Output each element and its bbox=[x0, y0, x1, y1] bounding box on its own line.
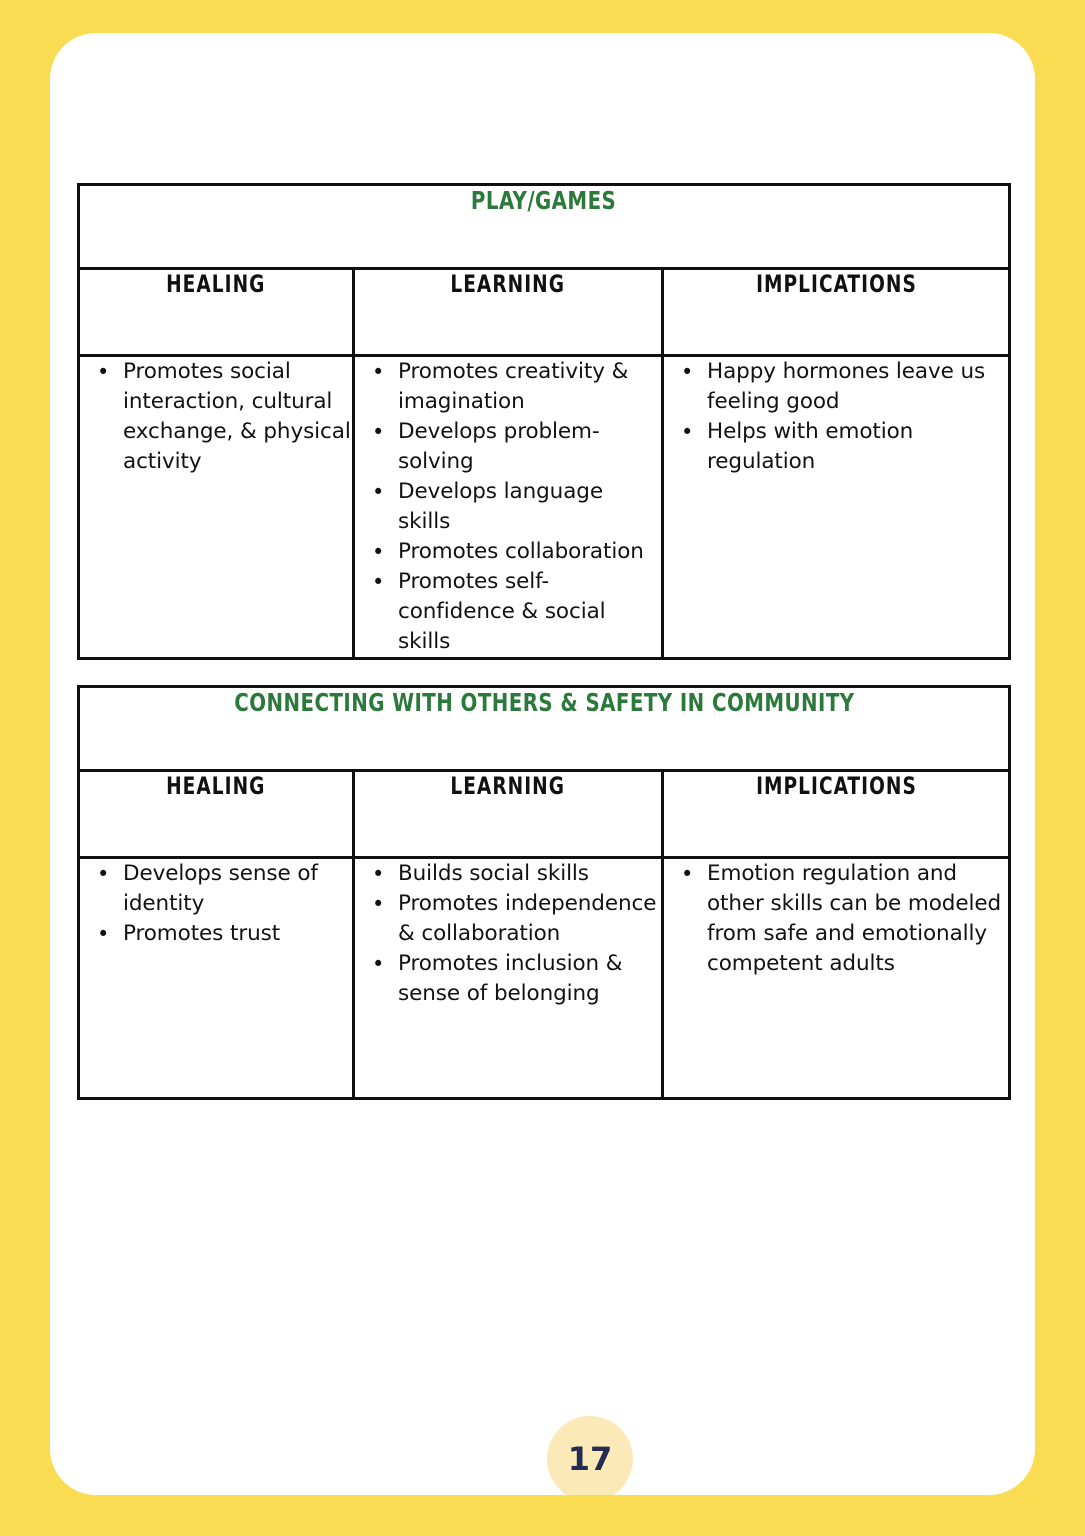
list-item: • Helps with emotion regulation bbox=[664, 417, 1008, 477]
column-header-implications bbox=[663, 269, 1010, 356]
table-header-row bbox=[79, 771, 1010, 858]
list-item: • Promotes inclusion & sense of belonging bbox=[355, 949, 661, 1009]
table-connecting-with-others bbox=[77, 685, 1011, 1100]
table-title-row bbox=[79, 185, 1010, 269]
page-number-badge bbox=[547, 1416, 633, 1495]
table-title-cell bbox=[79, 185, 1010, 269]
table-header-row bbox=[79, 269, 1010, 356]
bullet-list-learning bbox=[355, 357, 661, 657]
column-header-healing-label: HEALING bbox=[166, 270, 266, 298]
list-item: • Promotes collaboration bbox=[355, 537, 661, 567]
table-title-text: CONNECTING WITH OTHERS & SAFETY IN COMMUNITY bbox=[233, 688, 855, 717]
table-title-row bbox=[79, 687, 1010, 771]
bullet-list-implications bbox=[664, 859, 1008, 979]
page-number-text: 17 bbox=[567, 1440, 613, 1478]
column-header-implications-label: IMPLICATIONS bbox=[755, 772, 917, 800]
cell-learning bbox=[354, 858, 663, 1099]
column-header-learning bbox=[354, 269, 663, 356]
column-header-implications-label: IMPLICATIONS bbox=[755, 270, 917, 298]
list-item: • Promotes trust bbox=[80, 919, 352, 949]
list-item: • Develops language skills bbox=[355, 477, 661, 537]
bullet-list-healing bbox=[80, 859, 352, 949]
cell-implications bbox=[663, 858, 1010, 1099]
tables-container bbox=[77, 183, 1008, 1100]
list-item: • Promotes creativity & imagination bbox=[355, 357, 661, 417]
list-item: • Develops sense of identity bbox=[80, 859, 352, 919]
table-title-cell bbox=[79, 687, 1010, 771]
worksheet-page-card bbox=[50, 33, 1035, 1495]
cell-healing bbox=[79, 858, 354, 1099]
bullet-list-learning bbox=[355, 859, 661, 1009]
column-header-healing-label: HEALING bbox=[166, 772, 266, 800]
list-item: • Develops problem-solving bbox=[355, 417, 661, 477]
table-body-row bbox=[79, 356, 1010, 659]
table-body-row bbox=[79, 858, 1010, 1099]
bullet-list-implications bbox=[664, 357, 1008, 477]
table-title-text: PLAY/GAMES bbox=[471, 186, 617, 215]
bullet-list-healing bbox=[80, 357, 352, 477]
list-item: • Promotes self-confidence & social skills bbox=[355, 567, 661, 657]
list-item: • Happy hormones leave us feeling good bbox=[664, 357, 1008, 417]
table-gap-divider bbox=[77, 660, 1008, 685]
cell-learning bbox=[354, 356, 663, 659]
column-header-learning-label: LEARNING bbox=[450, 772, 566, 800]
column-header-learning-label: LEARNING bbox=[450, 270, 566, 298]
column-header-learning bbox=[354, 771, 663, 858]
column-header-healing bbox=[79, 771, 354, 858]
column-header-healing bbox=[79, 269, 354, 356]
list-item: • Emotion regulation and other skills can be modeled from safe and emotionally competent adults bbox=[664, 859, 1008, 979]
list-item: • Promotes social interaction, cultural exchange, & physical activity bbox=[80, 357, 352, 477]
list-item: • Promotes independence & collaboration bbox=[355, 889, 661, 949]
column-header-implications bbox=[663, 771, 1010, 858]
cell-implications bbox=[663, 356, 1010, 659]
list-item: • Builds social skills bbox=[355, 859, 661, 889]
cell-healing bbox=[79, 356, 354, 659]
table-play-games bbox=[77, 183, 1011, 660]
